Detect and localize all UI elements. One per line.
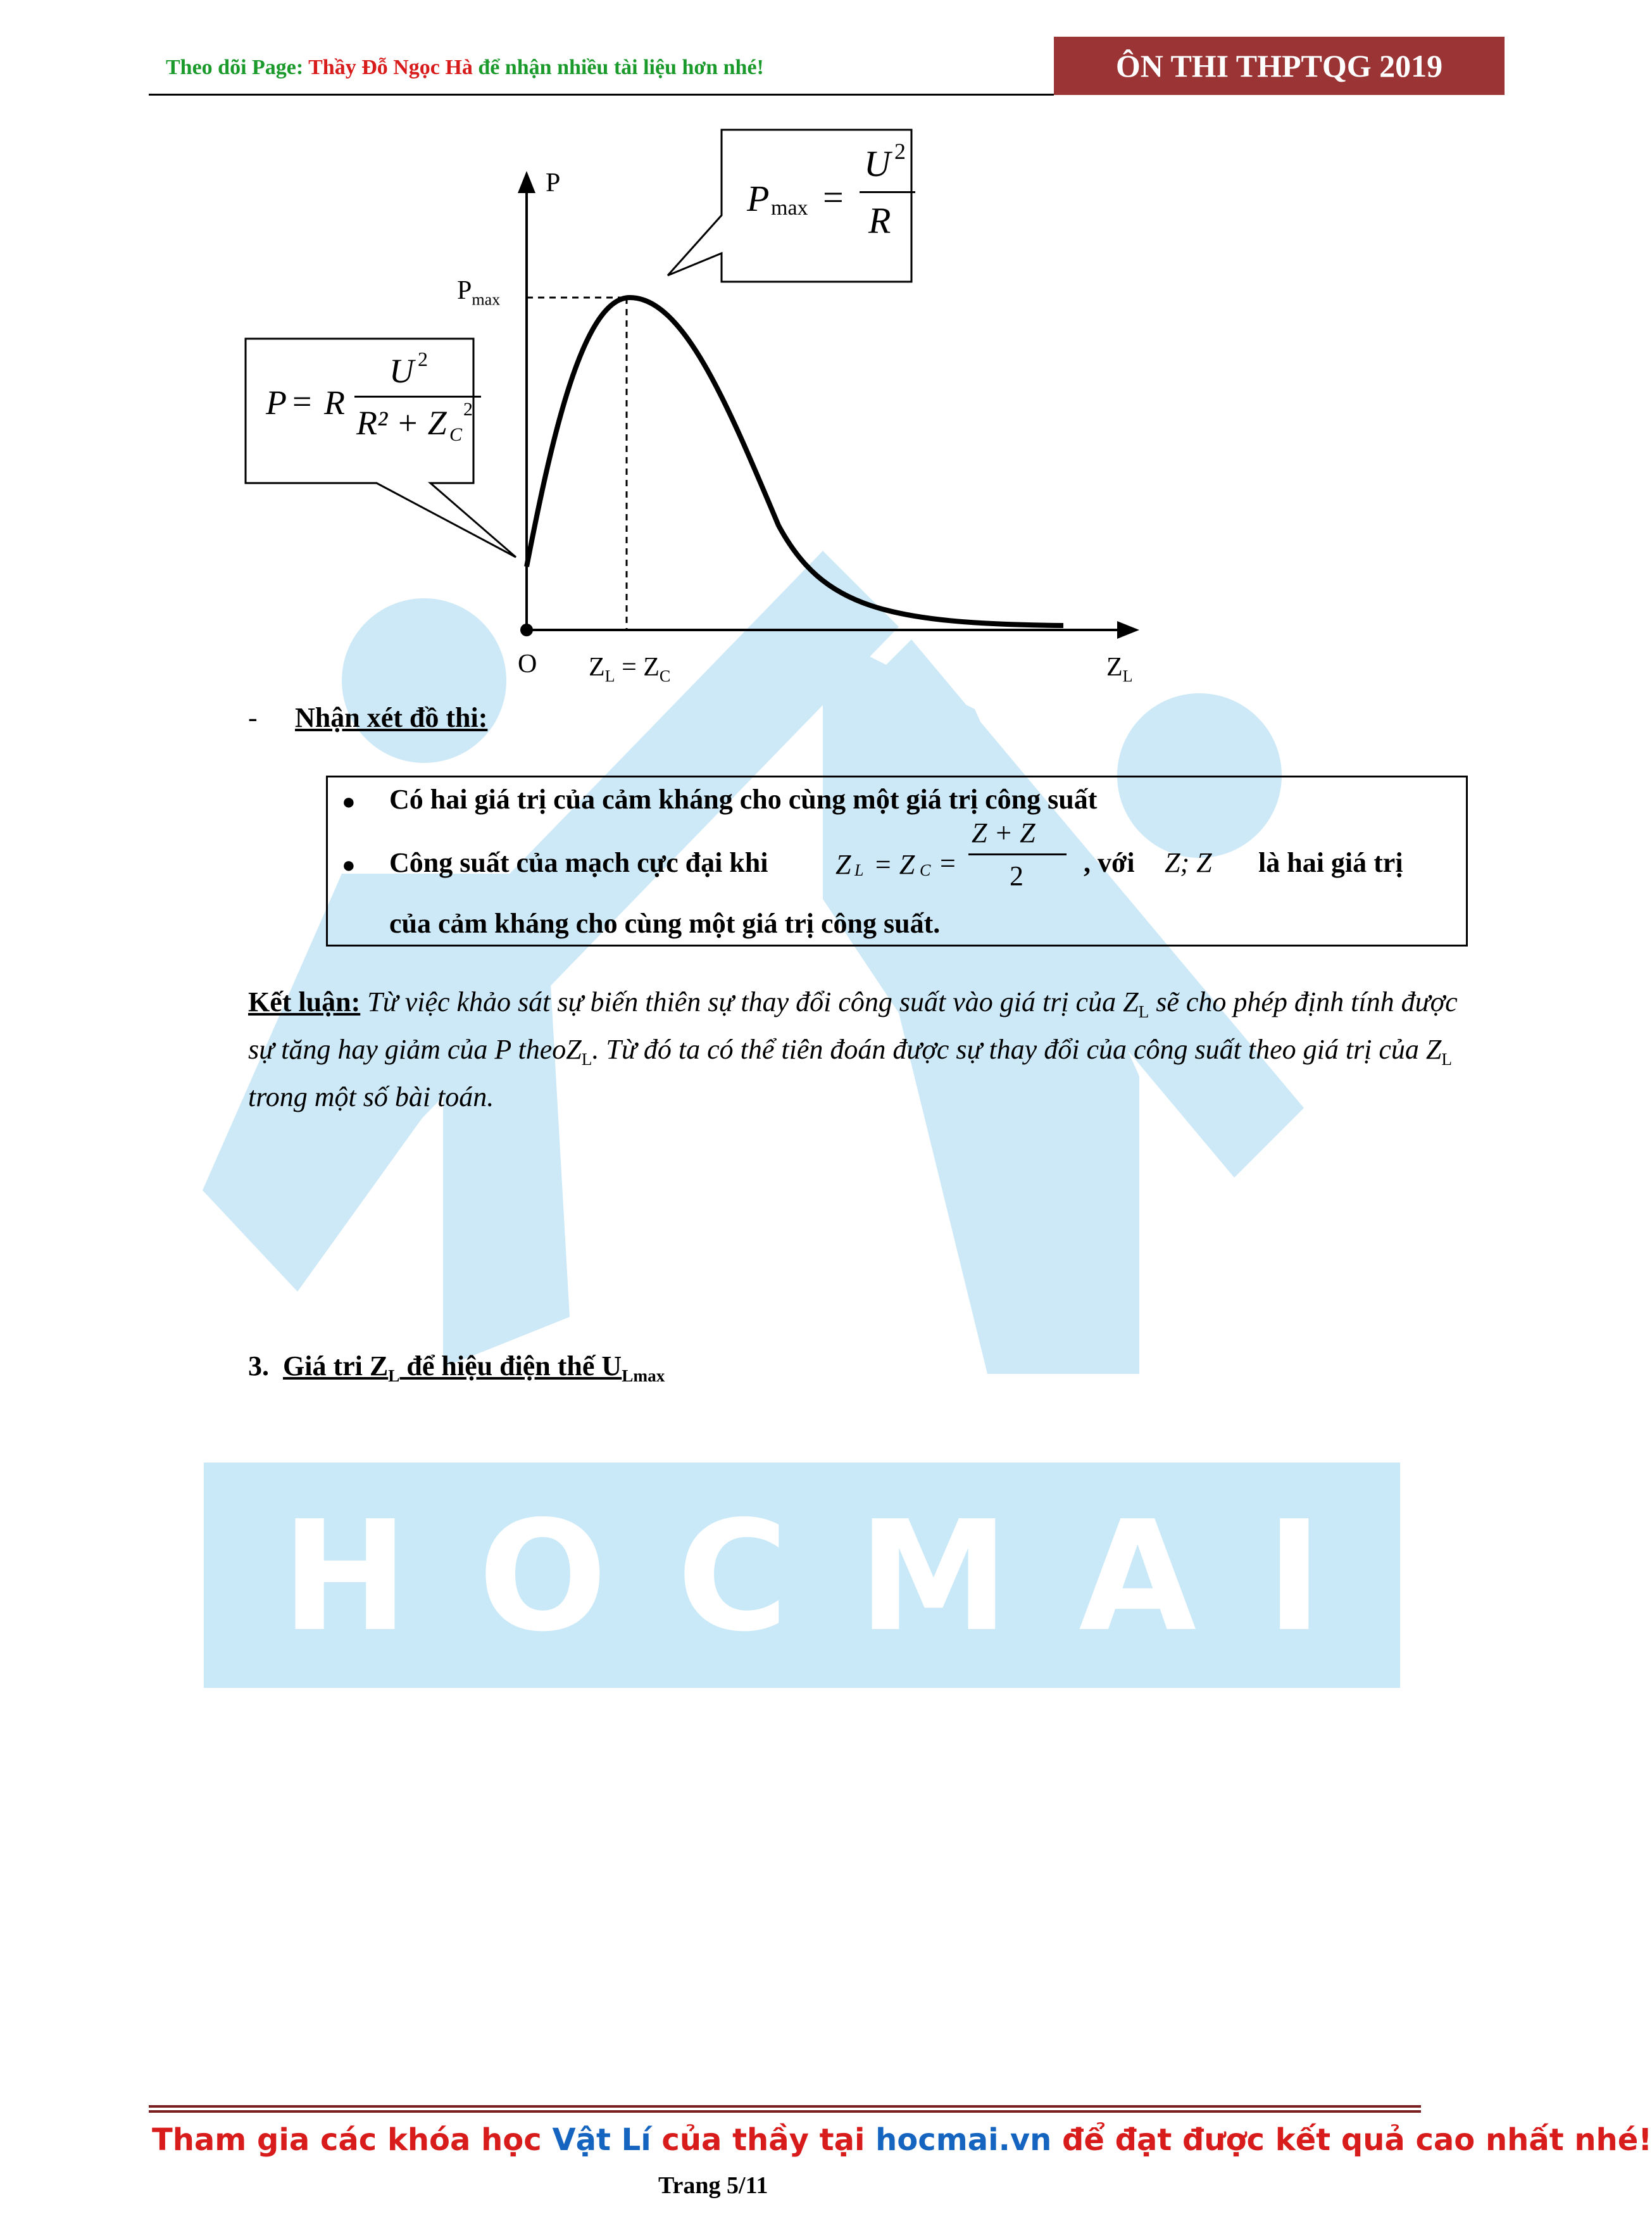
conclusion xyxy=(248,983,1476,1116)
footer-part-2: của thầy tại xyxy=(651,2122,876,2158)
follow-suffix: để nhận nhiều tài liệu hơn nhé! xyxy=(472,56,764,79)
formula-num: Z + Z xyxy=(972,817,1036,848)
formula-den: 2 xyxy=(1010,860,1023,891)
section-number: 3. xyxy=(248,1350,269,1381)
section-title-sub: L xyxy=(388,1366,400,1385)
conclusion-text-1: Từ việc khảo sát sự biến thiên sự thay đổi công suất vào giá trị của Z xyxy=(360,986,1139,1017)
p-formula-eq: = xyxy=(292,382,312,420)
section-title-b: để hiệu điện thế U xyxy=(399,1350,622,1381)
zl-axis-arrow xyxy=(1117,621,1139,639)
formula-bar xyxy=(968,853,1067,855)
section-3-heading xyxy=(248,1350,665,1386)
pmax-formula-den: R xyxy=(868,200,891,241)
footer-promo xyxy=(152,2122,1652,2158)
section-title xyxy=(283,1350,665,1385)
exam-badge: ÔN THI THPTQG 2019 xyxy=(1054,37,1505,95)
p-fraction-bar xyxy=(354,396,481,398)
bullet-dot-1: ● xyxy=(342,789,356,814)
p-axis-label: P xyxy=(546,168,561,198)
pmax-label xyxy=(457,275,500,309)
bullet-2-suffix: , với xyxy=(1084,847,1135,878)
conclusion-sub-3: L xyxy=(1441,1049,1453,1069)
formula-zc: = Z xyxy=(873,849,915,880)
follow-prefix: Theo dõi Page: xyxy=(166,56,309,79)
section-title-sub2: Lmax xyxy=(622,1366,665,1385)
p-formula-p: P xyxy=(266,384,287,422)
p-formula-den-sub: C xyxy=(449,424,463,445)
peak-z: Z xyxy=(589,653,605,682)
pmax-formula-eq: = xyxy=(823,177,844,218)
pmax-formula-sub: max xyxy=(771,196,808,220)
origin-dot xyxy=(520,624,533,636)
conclusion-text-3: . Từ đó ta có thể tiên đoán được sự thay đổi của công suất theo giá trị của Z xyxy=(592,1033,1442,1065)
teacher-name[interactable]: Thầy Đỗ Ngọc Hà xyxy=(308,56,473,79)
comment-heading: Nhận xét đồ thi: xyxy=(295,702,488,733)
bullet-dot-2: ● xyxy=(342,852,356,878)
footer-rule-bottom xyxy=(149,2110,1421,2113)
pmax-formula-sup: 2 xyxy=(894,139,906,164)
pmax-p: P xyxy=(457,276,472,305)
conclusion-heading: Kết luận: xyxy=(248,986,361,1017)
p-callout xyxy=(246,339,516,557)
p-formula-num: U xyxy=(389,352,414,390)
bullet-1: Có hai giá trị của cảm kháng cho cùng một giá trị công suất xyxy=(389,784,1098,815)
zl-axis-label xyxy=(1106,652,1133,686)
footer-rule-top xyxy=(149,2105,1421,2108)
peak-label xyxy=(589,652,670,686)
power-curve xyxy=(527,298,1063,626)
p-formula-den: R² + Z xyxy=(356,404,447,442)
page-number: Trang 5/11 xyxy=(658,2172,768,2199)
peak-sub-l: L xyxy=(604,667,615,686)
comment-dash: - xyxy=(248,702,258,733)
pmax-formula-num: U xyxy=(864,143,891,184)
bullet-2-tail: là hai giá trị xyxy=(1258,847,1403,878)
footer-part-1: Tham gia các khóa học xyxy=(152,2122,553,2158)
section-title-a: Giá tri Z xyxy=(283,1350,389,1381)
watermark-text: HOCMAI xyxy=(281,1488,1392,1665)
footer-site-link[interactable]: hocmai.vn xyxy=(875,2122,1052,2158)
conclusion-sub-2: L xyxy=(581,1049,592,1069)
p-formula-sup: 2 xyxy=(418,348,428,370)
formula-z: Z xyxy=(835,849,851,880)
pmax-fraction-bar xyxy=(860,191,915,193)
pmax-sub: max xyxy=(472,290,501,309)
conclusion-text-2: sẽ cho phép định tính được sự tăng hay giảm của P theoZ xyxy=(248,986,1458,1065)
p-formula-r: R xyxy=(324,384,345,422)
pmax-formula-p: P xyxy=(747,178,770,219)
bullet-2-prefix: Công suất của mạch cực đại khi xyxy=(389,847,768,878)
p-formula-den-sup: 2 xyxy=(463,399,473,420)
bullet-2-z: Z; Z xyxy=(1165,847,1212,878)
header-follow-text xyxy=(166,56,764,80)
header-divider xyxy=(149,94,1054,96)
origin-label: O xyxy=(518,650,537,679)
zl-sub: L xyxy=(1122,667,1133,686)
peak-eq: = Z xyxy=(615,653,660,682)
conclusion-text-4: trong một số bài toán. xyxy=(248,1081,494,1112)
footer-subject: Vật Lí xyxy=(552,2122,651,2158)
bullet-2-line2: của cảm kháng cho cùng một giá trị công suất. xyxy=(389,908,941,939)
p-axis-arrow xyxy=(518,171,535,193)
zl-z: Z xyxy=(1106,653,1123,682)
footer-part-3: để đạt được kết quả cao nhất nhé! xyxy=(1051,2122,1652,2158)
conclusion-sub-1: L xyxy=(1138,1002,1149,1021)
peak-sub-c: C xyxy=(659,667,671,686)
